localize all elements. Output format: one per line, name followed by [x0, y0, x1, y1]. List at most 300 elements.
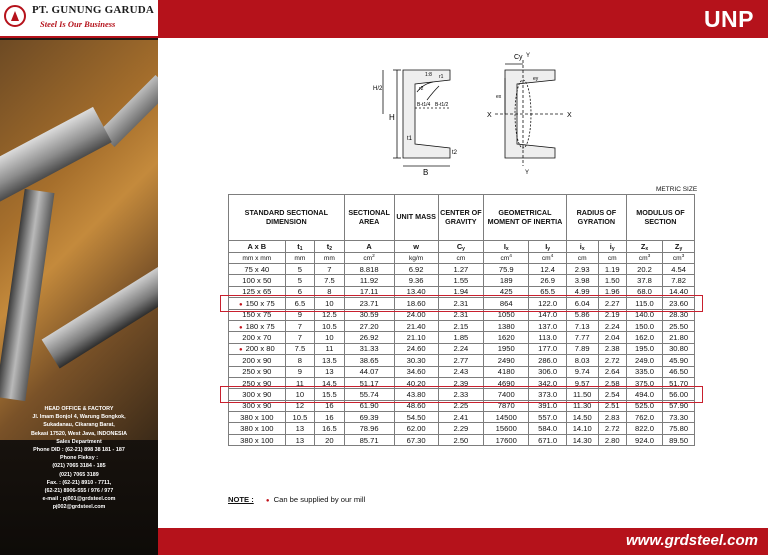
contact-line: Bekasi 17520, West Java, INDONESIA	[30, 430, 128, 437]
cell-value: 140.0	[635, 310, 655, 320]
table-cell	[394, 355, 438, 366]
table-row	[229, 355, 695, 366]
table-cell	[229, 309, 286, 320]
cell-value: 5.86	[574, 310, 590, 320]
contact-line: Jl. Imam Bonjol 4, Warung Bongkok,	[32, 414, 126, 421]
cell-value: 44.07	[359, 367, 379, 377]
table-cell	[315, 412, 345, 423]
label-angle: 1:8	[425, 72, 432, 78]
cell-value: 75.9	[498, 264, 514, 274]
cell-value: 15.5	[322, 389, 337, 399]
cell-value: 43.80	[406, 389, 426, 399]
cell-value: 391.0	[538, 401, 558, 411]
cell-value: 7	[297, 333, 303, 343]
cell-value: 14.40	[669, 287, 689, 297]
cell-value: 13.40	[406, 287, 426, 297]
cell-value: 6	[297, 287, 303, 297]
table-cell	[566, 355, 598, 366]
channel-axis-diagram	[495, 60, 565, 166]
table-cell	[229, 298, 286, 309]
cell-value: 177.0	[538, 344, 558, 354]
company-name: PT. GUNUNG GARUDA	[32, 4, 155, 16]
cell-value: 31.33	[359, 344, 379, 354]
table-cell	[344, 423, 394, 434]
cell-value: 7.77	[574, 333, 590, 343]
table-cell	[285, 343, 314, 354]
table-cell	[315, 275, 345, 286]
cell-value: 40.20	[406, 378, 426, 388]
cell-value: 122.0	[538, 298, 558, 308]
website-link[interactable]: www.grdsteel.com	[626, 532, 758, 549]
cell-value: 2.31	[453, 310, 469, 320]
table-cell	[394, 343, 438, 354]
table-cell	[438, 412, 483, 423]
table-cell	[285, 332, 314, 343]
cell-value: 11	[325, 344, 334, 354]
table-cell	[438, 320, 483, 331]
cell-value: 78.96	[359, 424, 379, 434]
table-cell	[394, 434, 438, 445]
section-diagrams	[355, 48, 595, 183]
table-cell	[598, 355, 626, 366]
table-cell	[484, 400, 529, 411]
table-cell	[285, 423, 314, 434]
table-cell	[285, 264, 314, 275]
label-ex: ex	[496, 94, 502, 100]
cell-value: 2.51	[604, 401, 620, 411]
table-cell	[285, 412, 314, 423]
cell-value: 2.04	[604, 333, 620, 343]
table-cell	[484, 423, 529, 434]
cell-value: 1050	[497, 310, 515, 320]
table-cell	[529, 389, 566, 400]
table-cell	[663, 355, 695, 366]
contact-line: (021) 7065 3189	[59, 471, 99, 478]
table-row	[229, 264, 695, 275]
table-cell	[438, 298, 483, 309]
contact-line: (62-21) 8906-555 / 976 / 977	[44, 488, 114, 495]
sidebar	[0, 0, 158, 555]
sub-header-cell: $C_y$	[438, 241, 483, 253]
table-cell	[394, 389, 438, 400]
cell-value: 180 x 75	[245, 321, 275, 331]
table-row	[229, 377, 695, 388]
cell-value: 75.80	[669, 424, 689, 434]
cell-value: 9	[297, 367, 303, 377]
cell-value: 1.96	[604, 287, 620, 297]
table-cell	[626, 355, 662, 366]
contact-line: Phone Fleksy :	[59, 455, 99, 462]
table-cell	[566, 343, 598, 354]
cell-value: 300 x 90	[242, 389, 272, 399]
table-cell	[394, 264, 438, 275]
unit-cell: $cm^3$	[663, 253, 695, 264]
cell-value: 17.11	[359, 287, 379, 297]
cell-value: 2.72	[604, 424, 620, 434]
table-cell	[484, 286, 529, 297]
cell-value: 13	[295, 424, 305, 434]
cell-value: 51.70	[669, 378, 689, 388]
cell-value: 9	[297, 310, 303, 320]
cell-value: 2.24	[453, 344, 469, 354]
cell-value: 2.50	[453, 435, 469, 445]
table-cell	[626, 343, 662, 354]
note-text: Can be supplied by our mill	[273, 495, 366, 504]
table-cell	[626, 264, 662, 275]
table-cell	[344, 332, 394, 343]
mill-star-icon: ●	[238, 301, 243, 308]
table-cell	[229, 355, 286, 366]
table-cell	[663, 332, 695, 343]
table-cell	[566, 320, 598, 331]
table-cell	[529, 286, 566, 297]
contact-line: Sukadanau, Cikarang Barat,	[43, 422, 115, 429]
table-cell	[663, 377, 695, 388]
table-cell	[344, 389, 394, 400]
table-cell	[663, 400, 695, 411]
unit-cell: cm	[438, 253, 483, 264]
cell-value: 525.0	[635, 401, 655, 411]
cell-value: 11.92	[359, 276, 379, 286]
cell-value: 46.50	[669, 367, 689, 377]
cell-value: 30.59	[359, 310, 379, 320]
table-cell	[315, 264, 345, 275]
table-cell	[626, 400, 662, 411]
contact-line: pj002@grdsteel.com	[52, 504, 106, 511]
sub-header-cell: $i_x$	[566, 241, 598, 253]
header-mass: UNIT MASS	[394, 195, 438, 241]
cell-value: 5	[297, 264, 303, 274]
table-cell	[663, 366, 695, 377]
cell-value: 2.19	[604, 310, 620, 320]
table-cell	[663, 298, 695, 309]
cell-value: 16	[325, 412, 334, 422]
label-y-top: Y	[526, 53, 531, 59]
table-cell	[438, 332, 483, 343]
contact-line: Sales Department	[56, 438, 102, 445]
cell-value: 3.98	[574, 276, 590, 286]
table-cell	[394, 400, 438, 411]
table-cell	[484, 377, 529, 388]
table-cell	[484, 298, 529, 309]
cell-value: 24.60	[406, 344, 426, 354]
footer-band	[158, 528, 768, 555]
table-cell	[529, 412, 566, 423]
table-cell	[229, 286, 286, 297]
table-cell	[285, 355, 314, 366]
cell-value: 14.10	[572, 424, 592, 434]
label-t1: t1	[407, 136, 413, 142]
cell-value: 2.27	[604, 298, 620, 308]
label-h: H	[389, 113, 395, 122]
table-cell	[285, 298, 314, 309]
cell-value: 67.30	[406, 435, 426, 445]
cell-value: 2.43	[453, 367, 469, 377]
table-cell	[598, 389, 626, 400]
label-x-right: X	[567, 112, 572, 119]
table-cell	[438, 355, 483, 366]
cell-value: 7400	[497, 389, 515, 399]
label-r2: r2	[419, 86, 424, 92]
cell-value: 16.5	[322, 424, 337, 434]
cell-value: 7.5	[324, 276, 335, 286]
table-cell	[566, 309, 598, 320]
table-cell	[529, 377, 566, 388]
table-cell	[315, 298, 345, 309]
table-cell	[344, 366, 394, 377]
unit-cell: $cm^2$	[344, 253, 394, 264]
unit-cell: mm	[285, 253, 314, 264]
table-cell	[438, 377, 483, 388]
cell-value: 9.74	[574, 367, 590, 377]
cell-value: 200 x 70	[242, 333, 272, 343]
cell-value: 7	[297, 321, 303, 331]
label-t2: t2	[452, 150, 458, 156]
cell-value: 48.60	[406, 401, 426, 411]
cell-value: 375.0	[635, 378, 655, 388]
table-cell	[315, 309, 345, 320]
cell-value: 61.90	[359, 401, 379, 411]
table-cell	[529, 434, 566, 445]
cell-value: 23.60	[669, 298, 689, 308]
cell-value: 56.00	[669, 389, 689, 399]
table-cell	[566, 434, 598, 445]
table-cell	[285, 275, 314, 286]
table-cell	[484, 320, 529, 331]
cell-value: 13	[295, 435, 305, 445]
table-cell	[229, 320, 286, 331]
table-cell	[438, 275, 483, 286]
cell-value: 7.5	[294, 344, 306, 354]
table-cell	[484, 309, 529, 320]
cell-value: 2.83	[604, 412, 620, 422]
table-cell	[566, 286, 598, 297]
table-cell	[344, 412, 394, 423]
cell-value: 250 x 90	[242, 367, 272, 377]
cell-value: 8	[297, 355, 303, 365]
table-cell	[626, 377, 662, 388]
table-row	[229, 298, 695, 309]
cell-value: 2.29	[453, 424, 469, 434]
table-cell	[394, 298, 438, 309]
table-cell	[566, 400, 598, 411]
cell-value: 21.10	[406, 333, 426, 343]
table-cell	[484, 332, 529, 343]
table-cell	[663, 264, 695, 275]
cell-value: 2.54	[604, 389, 620, 399]
table-cell	[229, 412, 286, 423]
cell-value: 85.71	[359, 435, 379, 445]
table-cell	[626, 309, 662, 320]
header-dimension: STANDARD SECTIONAL DIMENSION	[229, 195, 345, 241]
table-cell	[663, 423, 695, 434]
cell-value: 1.55	[453, 276, 469, 286]
cell-value: 14.30	[572, 435, 592, 445]
sub-header-cell: A	[344, 241, 394, 253]
table-cell	[438, 434, 483, 445]
sub-header-cell: $i_y$	[598, 241, 626, 253]
table-cell	[484, 389, 529, 400]
table-cell	[394, 412, 438, 423]
label-y-bottom: Y	[525, 170, 530, 176]
cell-value: 75 x 40	[244, 264, 270, 274]
cell-value: 100 x 50	[242, 276, 272, 286]
cell-value: 7.89	[574, 344, 590, 354]
sub-header-cell: $t_1$	[285, 241, 314, 253]
cell-value: 249.0	[635, 355, 655, 365]
cell-value: 89.50	[669, 435, 689, 445]
table-cell	[484, 366, 529, 377]
cell-value: 7.82	[671, 276, 686, 286]
cell-value: 23.71	[359, 298, 379, 308]
contact-info	[0, 405, 158, 512]
table-cell	[529, 355, 566, 366]
unit-cell: kg/m	[394, 253, 438, 264]
cell-value: 822.0	[635, 424, 655, 434]
steel-photo	[0, 40, 158, 440]
table-cell	[484, 355, 529, 366]
table-cell	[529, 298, 566, 309]
table-cell	[626, 320, 662, 331]
table-cell	[344, 309, 394, 320]
table-cell	[566, 412, 598, 423]
cell-value: 864	[499, 298, 513, 308]
table-cell	[566, 264, 598, 275]
metric-size-label: METRIC SIZE	[656, 186, 698, 193]
cell-value: 1.19	[604, 264, 620, 274]
cell-value: 9.36	[408, 276, 424, 286]
unit-cell: cm	[598, 253, 626, 264]
cell-value: 115.0	[635, 298, 654, 308]
header-banner	[158, 0, 768, 38]
cell-value: 2.31	[453, 298, 469, 308]
table-cell	[598, 264, 626, 275]
table-cell	[566, 275, 598, 286]
table-cell	[598, 423, 626, 434]
cell-value: 7870	[497, 401, 515, 411]
cell-value: 34.60	[406, 367, 426, 377]
table-cell	[529, 423, 566, 434]
table-cell	[344, 400, 394, 411]
table-cell	[315, 434, 345, 445]
header-inertia: GEOMETRICAL MOMENT OF INERTIA	[484, 195, 567, 241]
cell-value: 6.5	[294, 298, 306, 308]
header-modulus: MODULUS OF SECTION	[626, 195, 694, 241]
cell-value: 57.90	[669, 401, 689, 411]
table-cell	[598, 309, 626, 320]
cell-value: 189	[499, 276, 513, 286]
cell-value: 30.80	[669, 344, 689, 354]
table-row	[229, 412, 695, 423]
table-row	[229, 275, 695, 286]
cell-value: 65.5	[540, 287, 555, 297]
unit-cell: $cm^4$	[484, 253, 529, 264]
cell-value: 20	[325, 435, 334, 445]
cell-value: 25.50	[669, 321, 689, 331]
table-cell	[598, 320, 626, 331]
cell-value: 68.0	[637, 287, 652, 297]
cell-value: 6.04	[574, 298, 590, 308]
cell-value: 13	[325, 367, 334, 377]
table-cell	[598, 286, 626, 297]
table-cell	[438, 309, 483, 320]
table-cell	[566, 377, 598, 388]
cell-value: 10.5	[292, 412, 308, 422]
table-body	[229, 264, 695, 446]
table-cell	[229, 389, 286, 400]
unit-cell: $cm^3$	[626, 253, 662, 264]
cell-value: 2.77	[453, 355, 469, 365]
cell-value: 12.4	[540, 264, 555, 274]
table-cell	[315, 389, 345, 400]
company-logo-area	[0, 0, 158, 38]
table-cell	[438, 286, 483, 297]
cell-value: 1.27	[453, 264, 469, 274]
cell-value: 250 x 90	[242, 378, 272, 388]
table-cell	[663, 320, 695, 331]
table-cell	[438, 423, 483, 434]
table-cell	[626, 332, 662, 343]
table-cell	[598, 412, 626, 423]
table-cell	[566, 366, 598, 377]
table-cell	[315, 423, 345, 434]
table-cell	[529, 343, 566, 354]
cell-value: 62.00	[406, 424, 426, 434]
cell-value: 11.30	[572, 401, 592, 411]
cell-value: 286.0	[538, 355, 558, 365]
cell-value: 10	[325, 333, 334, 343]
cell-value: 2.93	[574, 264, 590, 274]
cell-value: 21.40	[406, 321, 426, 331]
note-label: NOTE :	[228, 495, 254, 504]
cell-value: 51.17	[359, 378, 379, 388]
cell-value: 2.80	[604, 435, 620, 445]
table-cell	[229, 434, 286, 445]
table-cell	[344, 377, 394, 388]
cell-value: 150.0	[635, 321, 655, 331]
sub-header-cell: $Z_x$	[626, 241, 662, 253]
cell-value: 24.00	[406, 310, 426, 320]
table-cell	[663, 286, 695, 297]
table-cell	[344, 275, 394, 286]
table-cell	[598, 275, 626, 286]
sub-header-row	[229, 241, 695, 253]
table-row	[229, 366, 695, 377]
cell-value: 7	[327, 264, 332, 274]
cell-value: 55.74	[359, 389, 379, 399]
label-x-left: X	[487, 112, 492, 119]
cell-value: 425	[499, 287, 513, 297]
cell-value: 380 x 100	[240, 412, 274, 422]
table-cell	[663, 434, 695, 445]
cell-value: 4.54	[671, 264, 686, 274]
table-cell	[394, 332, 438, 343]
cell-value: 54.50	[406, 412, 426, 422]
cell-value: 28.30	[669, 310, 689, 320]
table-cell	[484, 343, 529, 354]
table-cell	[598, 343, 626, 354]
cell-value: 4690	[497, 378, 515, 388]
table-cell	[484, 275, 529, 286]
cell-value: 335.0	[635, 367, 655, 377]
label-ey: ey	[533, 76, 539, 82]
table-cell	[344, 343, 394, 354]
table-row	[229, 332, 695, 343]
cell-value: 2.64	[604, 367, 620, 377]
cell-value: 8.818	[359, 264, 379, 274]
cell-value: 150 x 75	[245, 298, 275, 308]
table-cell	[285, 400, 314, 411]
